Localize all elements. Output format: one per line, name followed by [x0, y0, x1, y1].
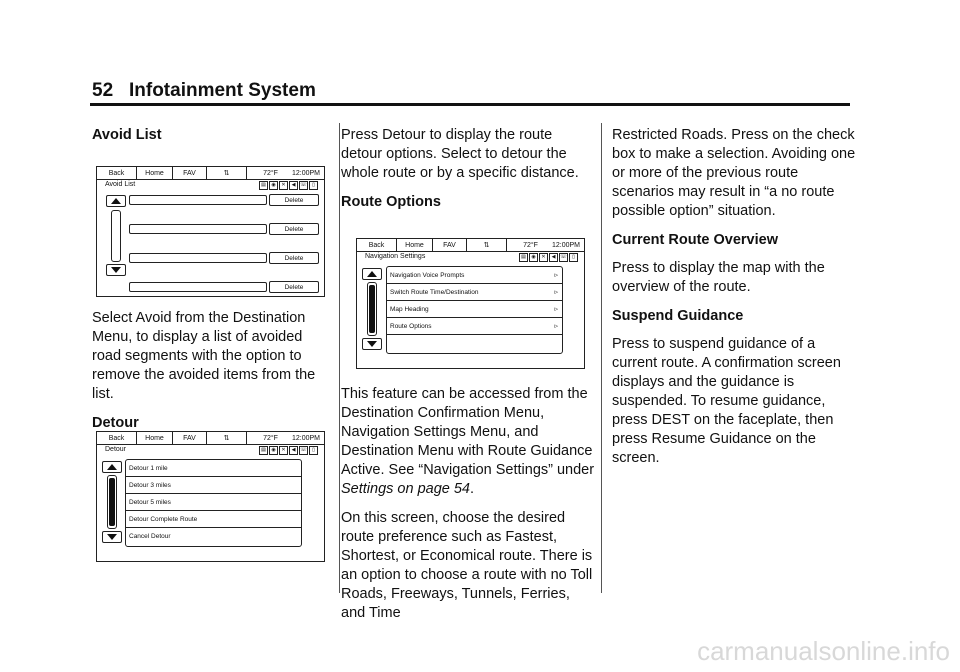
scroll-down-button[interactable]: [102, 531, 122, 543]
status-icons: [259, 446, 318, 455]
route-icon[interactable]: ⇅: [207, 432, 247, 445]
status-icon: ✕: [539, 253, 548, 262]
chevron-right-icon: ▹: [554, 306, 558, 313]
chevron-right-icon: ▹: [554, 323, 558, 330]
toolbar: [97, 167, 324, 180]
scroll-up-button[interactable]: [102, 461, 122, 473]
suspend-text: Press to suspend guidance of a current route. A confirmation screen displays and the guidance is suspended. To resume guidance, press DEST on the faceplate, then press Resume Guidance on the screen.: [612, 336, 841, 466]
settings-page-link[interactable]: Settings on page 54: [341, 481, 470, 497]
list-item[interactable]: [387, 284, 562, 301]
avoid-list-text: Select Avoid from the Destination Menu, to display a list of avoided road segments with the option to remove the avoided items from the list.: [92, 310, 316, 402]
temperature: 72°F: [523, 241, 538, 249]
scrollbar[interactable]: [107, 475, 117, 529]
page-title: Infotainment System: [128, 80, 316, 101]
list-item-label: Map Heading: [390, 305, 429, 313]
temperature: 72°F: [263, 169, 278, 177]
status-icon: ◉: [269, 446, 278, 455]
status-icon: ◀: [289, 446, 298, 455]
status-icon: ☏: [560, 254, 567, 260]
avoid-item-field: [129, 195, 267, 205]
scroll-up-button[interactable]: [106, 195, 126, 207]
delete-button[interactable]: Delete: [269, 252, 319, 264]
toolbar: [357, 239, 584, 252]
fav-button[interactable]: FAV: [173, 167, 207, 180]
scroll-down-button[interactable]: [106, 264, 126, 276]
delete-button[interactable]: Delete: [269, 194, 319, 206]
avoid-list-heading: Avoid List: [92, 127, 162, 143]
list-item[interactable]: [387, 318, 562, 335]
fav-button[interactable]: FAV: [433, 239, 467, 252]
scroll-up-button[interactable]: [362, 268, 382, 280]
delete-button[interactable]: Delete: [269, 223, 319, 235]
route-icon[interactable]: ⇅: [467, 239, 507, 252]
status-icon: ▯: [309, 181, 318, 190]
home-button[interactable]: Home: [137, 432, 173, 445]
avoid-item-field: [129, 282, 267, 292]
column-divider-2: [601, 123, 602, 593]
route-icon[interactable]: ⇅: [207, 167, 247, 180]
screen-title: Navigation Settings: [365, 253, 426, 260]
column-divider-1: [339, 123, 340, 593]
page-header: [92, 80, 316, 102]
overview-text: Press to display the map with the overview of the route.: [612, 260, 825, 295]
list-item[interactable]: [387, 267, 562, 284]
feature-text-b: .: [470, 481, 475, 497]
scrollbar[interactable]: [111, 210, 121, 262]
status-icon: ◉: [529, 253, 538, 262]
feature-text: [341, 385, 596, 499]
status-icon: ☏: [300, 447, 307, 453]
clock: 12:00PM: [291, 434, 320, 442]
home-button[interactable]: Home: [397, 239, 433, 252]
list-item[interactable]: [387, 301, 562, 318]
status-icons: [519, 253, 578, 262]
avoid-item-field: [129, 253, 267, 263]
detour-list: [125, 459, 302, 547]
status-icon: ☏: [300, 182, 307, 188]
back-button[interactable]: Back: [97, 432, 137, 445]
list-item[interactable]: Cancel Detour: [129, 533, 171, 540]
list-item[interactable]: Detour Complete Route: [126, 511, 301, 528]
avoid-list-screen: [96, 166, 325, 297]
route-options-screen: [356, 238, 585, 369]
status-icon: ◀: [289, 181, 298, 190]
status-icon: ◀: [549, 253, 558, 262]
screen-title: Detour: [105, 446, 127, 453]
scrollbar[interactable]: [367, 282, 377, 336]
scrollbar-thumb[interactable]: [109, 478, 115, 526]
home-button[interactable]: Home: [137, 167, 173, 180]
screen-title: Avoid List: [105, 181, 136, 188]
scrollbar-thumb[interactable]: [369, 285, 375, 333]
status-icon: ✕: [279, 446, 288, 455]
status-icon: ▤: [259, 181, 268, 190]
current-route-overview-heading: Current Route Overview: [612, 232, 778, 248]
chevron-right-icon: ▹: [554, 272, 558, 279]
list-item-label: Navigation Voice Prompts: [390, 271, 465, 279]
back-button[interactable]: Back: [97, 167, 137, 180]
choose-text: On this screen, choose the desired route preference such as Fastest, Shortest, or Economical route. There is an option to choose a route with no Toll Roads, Freeways, Tunnels, Ferries, and Time: [341, 510, 593, 621]
scroll-down-button[interactable]: [362, 338, 382, 350]
list-item-label: Switch Route Time/Destination: [390, 288, 479, 296]
chevron-right-icon: ▹: [554, 289, 558, 296]
list-item[interactable]: Detour 1 mile: [126, 460, 301, 477]
clock: 12:00PM: [551, 241, 580, 249]
status-icons: [259, 181, 318, 190]
column-3: [612, 126, 857, 478]
status-icon: ✕: [279, 181, 288, 190]
header-rule: [90, 103, 850, 106]
restricted-text: Restricted Roads. Press on the check box to make a selection. Avoiding one or more of the previous route scenarios may result in “a no route possible option” situation.: [612, 127, 856, 219]
list-item[interactable]: Detour 3 miles: [126, 477, 301, 494]
toolbar: [97, 432, 324, 445]
navigation-settings-list: [386, 266, 563, 354]
temperature: 72°F: [263, 434, 278, 442]
status-icon: ▯: [569, 253, 578, 262]
avoid-item-field: [129, 224, 267, 234]
status-icon: ▯: [309, 446, 318, 455]
delete-button[interactable]: Delete: [269, 281, 319, 293]
detour-text: Press Detour to display the route detour options. Select to detour the whole route or by a specific distance.: [341, 127, 579, 181]
back-button[interactable]: Back: [357, 239, 397, 252]
detour-heading: Detour: [92, 415, 139, 431]
status-icon: ◉: [269, 181, 278, 190]
detour-screen: [96, 431, 325, 562]
list-item-label: Route Options: [390, 322, 432, 330]
list-item[interactable]: Detour 5 miles: [126, 494, 301, 511]
feature-text-a: This feature can be accessed from the Destination Confirmation Menu, Navigation Settings Menu, and Destination Menu with Route Guidance Active. See “Navigation Settings” under: [341, 386, 595, 478]
page-number: 52: [92, 80, 114, 101]
fav-button[interactable]: FAV: [173, 432, 207, 445]
route-options-heading: Route Options: [341, 194, 441, 210]
status-icon: ▤: [519, 253, 528, 262]
watermark: carmanualsonline.info: [697, 636, 950, 666]
clock: 12:00PM: [291, 169, 320, 177]
suspend-guidance-heading: Suspend Guidance: [612, 308, 744, 324]
status-icon: ▤: [259, 446, 268, 455]
column-2: [341, 126, 596, 633]
